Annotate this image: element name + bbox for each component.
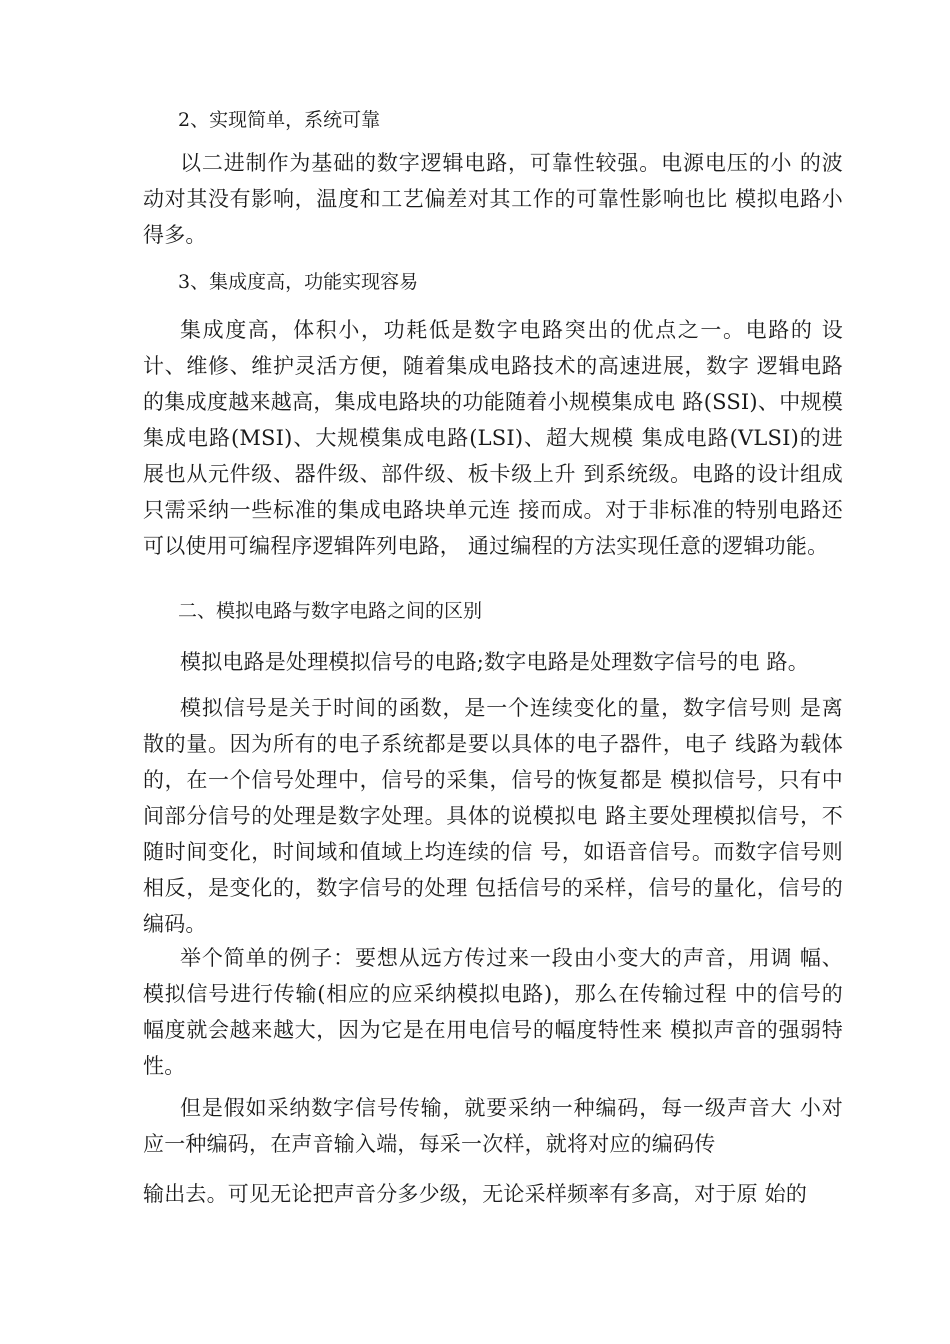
- paragraph-digital-transmission: 但是假如采纳数字信号传输，就要采纳一种编码，每一级声音大 小对应一种编码，在声音输入端，每采一次样，就将对应的编码传: [143, 1096, 843, 1156]
- paragraph-integration: 集成度高，体积小，功耗低是数字电路突出的优点之一。电路的 设计、维修、维护灵活方便，随着集成电路技术的高速进展，数字 逻辑电路的集成度越来越高，集成电路块的功能随着小规模集成电 路(SSI)、中规模集成电路(MSI)、大规模集成电路(LSI)、超大规模 集成电路(VLSI)的进展也从元件级、器件级、部件级、板卡级上升 到系统级。电路的设计组成只需采纳一些标准的集成电路块单元连 接而成。对于非标准的特别电路还可以使用可编程序逻辑阵列电路， 通过编程的方法实现任意的逻辑功能。: [143, 318, 843, 558]
- section-heading-analog-vs-digital: 二、模拟电路与数字电路之间的区别: [178, 600, 483, 622]
- paragraph-definition: 模拟电路是处理模拟信号的电路;数字电路是处理数字信号的电 路。: [180, 650, 809, 674]
- paragraph-continuation: 输出去。可见无论把声音分多少级，无论采样频率有多高，对于原 始的: [143, 1182, 808, 1206]
- paragraph-reliability: 以二进制作为基础的数字逻辑电路，可靠性较强。电源电压的小 的波动对其没有影响，温度和工艺偏差对其工作的可靠性影响也比 模拟电路小得多。: [143, 151, 843, 247]
- paragraph-example: 举个简单的例子：要想从远方传过来一段由小变大的声音，用调 幅、模拟信号进行传输(相应的应采纳模拟电路)，那么在传输过程 中的信号的幅度就会越来越大，因为它是在用电信号的幅度特性来 模拟声音的强弱特性。: [143, 946, 843, 1078]
- section-heading-simple-reliable: 2、实现简单，系统可靠: [178, 109, 381, 131]
- section-heading-integration: 3、集成度高，功能实现容易: [178, 271, 419, 293]
- paragraph-signal-difference: 模拟信号是关于时间的函数，是一个连续变化的量，数字信号则 是离散的量。因为所有的电子系统都是要以具体的电子器件，电子 线路为载体的，在一个信号处理中，信号的采集，信号的恢复都是 模拟信号，只有中间部分信号的处理是数字处理。具体的说模拟电 路主要处理模拟信号，不随时间变化，时间域和值域上均连续的信 号，如语音信号。而数字信号则相反，是变化的，数字信号的处理 包括信号的采样，信号的量化，信号的编码。: [143, 696, 843, 936]
